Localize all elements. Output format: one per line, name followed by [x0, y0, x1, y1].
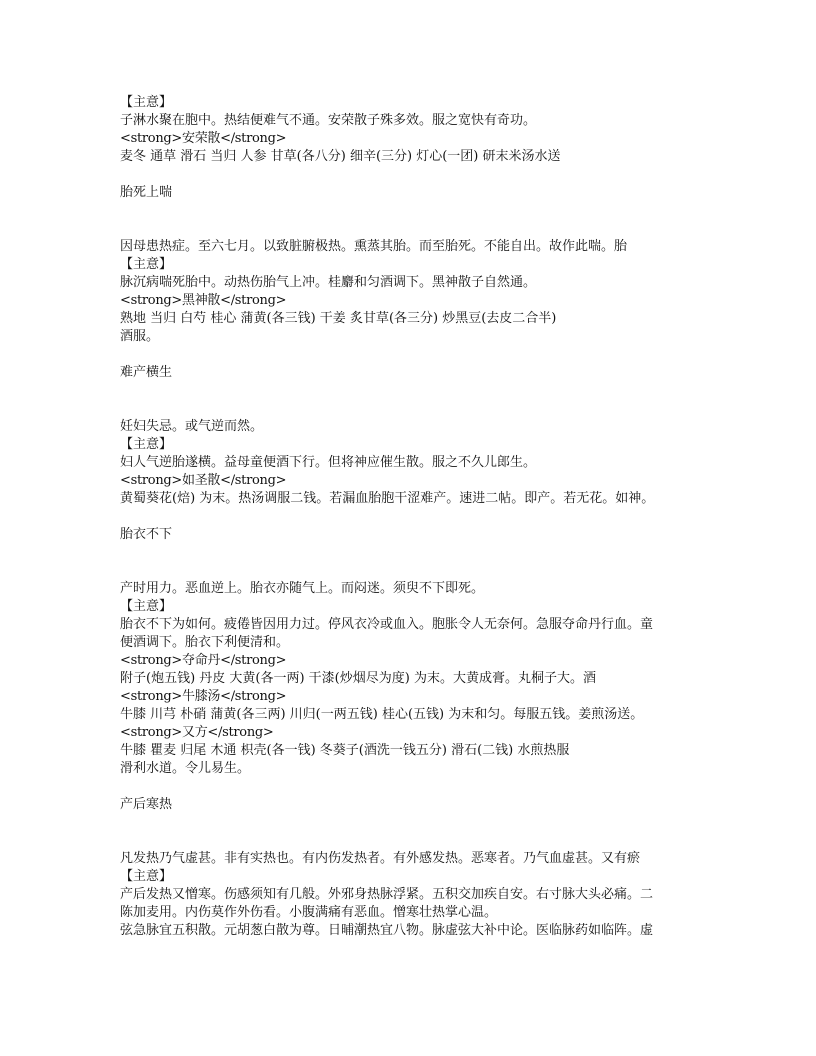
formula-name-line: <strong>安荣散</strong>: [120, 131, 287, 146]
formula-name-line: <strong>黑神散</strong>: [120, 293, 287, 308]
paragraph-line: 陈加麦用。内伤莫作外伤看。小腹满痛有恶血。憎寒壮热掌心温。: [120, 905, 498, 920]
document-body: [120, 94, 760, 940]
paragraph-line: 妇人气逆胎遂横。益母童便酒下行。但将神应催生散。服之不久儿郎生。: [120, 455, 537, 470]
paragraph-line: 酒服。: [120, 329, 160, 344]
blank-line: [120, 202, 760, 220]
section-heading: 产后寒热: [120, 797, 173, 812]
paragraph-line: 附子(炮五钱) 丹皮 大黄(各一两) 干漆(炒烟尽为度) 为末。大黄成膏。丸桐子大。酒: [120, 671, 596, 686]
blank-line: [120, 400, 760, 418]
blank-line: [120, 778, 760, 796]
paragraph-line: 妊妇失忌。或气逆而然。: [120, 419, 264, 434]
blank-line: [120, 166, 760, 184]
blank-line: [120, 382, 760, 400]
paragraph-line: 麦冬 通草 滑石 当归 人参 甘草(各八分) 细辛(三分) 灯心(一团) 研末米汤水送: [120, 149, 561, 164]
paragraph-line: 子淋水聚在胞中。热结便难气不通。安荣散子殊多效。服之宽快有奇功。: [120, 113, 537, 128]
paragraph-line: 凡发热乃气虚甚。非有实热也。有内伤发热者。有外感发热。恶寒者。乃气血虚甚。又有瘀: [120, 851, 641, 866]
blank-line: [120, 832, 760, 850]
paragraph-line: 便酒调下。胎衣下利便清和。: [120, 635, 290, 650]
paragraph-line: 脉沉病喘死胎中。动热伤胎气上冲。桂麝和匀酒调下。黑神散子自然通。: [120, 275, 537, 290]
section-label-zhuyi: 【主意】: [120, 257, 173, 272]
section-heading: 胎死上喘: [120, 185, 173, 200]
paragraph-line: 牛膝 川芎 朴硝 蒲黄(各三两) 川归(一两五钱) 桂心(五钱) 为末和匀。每服五钱。姜煎汤送。: [120, 707, 644, 722]
paragraph-line: 滑利水道。令儿易生。: [120, 761, 251, 776]
section-label-zhuyi: 【主意】: [120, 95, 173, 110]
paragraph-line: 弦急脉宜五积散。元胡葱白散为尊。日晡潮热宜八物。脉虚弦大补中论。医临脉药如临阵。虚: [120, 923, 654, 938]
blank-line: [120, 814, 760, 832]
paragraph-line: 牛膝 瞿麦 归尾 木通 枳壳(各一钱) 冬葵子(酒洗一钱五分) 滑石(二钱) 水煎热服: [120, 743, 570, 758]
paragraph-line: 黄蜀葵花(焙) 为末。热汤调服二钱。若漏血胎胞干涩难产。速进二帖。即产。若无花。如神。: [120, 491, 655, 506]
blank-line: [120, 220, 760, 238]
section-heading: 难产横生: [120, 365, 173, 380]
blank-line: [120, 544, 760, 562]
formula-name-line: <strong>牛膝汤</strong>: [120, 689, 287, 704]
formula-name-line: <strong>又方</strong>: [120, 725, 274, 740]
blank-line: [120, 508, 760, 526]
section-label-zhuyi: 【主意】: [120, 437, 173, 452]
blank-line: [120, 346, 760, 364]
formula-name-line: <strong>夺命丹</strong>: [120, 653, 287, 668]
paragraph-line: 产后发热又憎寒。伤感须知有几般。外邪身热脉浮紧。五积交加疾自安。右寸脉大头必痛。二: [120, 887, 654, 902]
paragraph-line: 胎衣不下为如何。疲倦皆因用力过。停风衣冷或血入。胞胀令人无奈何。急服夺命丹行血。童: [120, 617, 654, 632]
paragraph-line: 产时用力。恶血逆上。胎衣亦随气上。而闷迷。须臾不下即死。: [120, 581, 485, 596]
section-label-zhuyi: 【主意】: [120, 869, 173, 884]
section-label-zhuyi: 【主意】: [120, 599, 173, 614]
section-heading: 胎衣不下: [120, 527, 173, 542]
paragraph-line: 熟地 当归 白芍 桂心 蒲黄(各三钱) 干姜 炙甘草(各三分) 炒黑豆(去皮二合半): [120, 311, 557, 326]
blank-line: [120, 562, 760, 580]
paragraph-line: 因母患热症。至六七月。以致脏腑极热。熏蒸其胎。而至胎死。不能自出。故作此喘。胎: [120, 239, 628, 254]
formula-name-line: <strong>如圣散</strong>: [120, 473, 287, 488]
